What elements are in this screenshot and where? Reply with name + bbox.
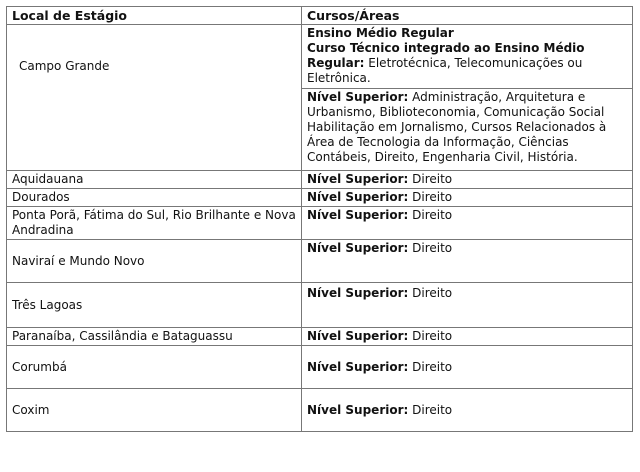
level-label: Nível Superior: xyxy=(307,329,409,343)
location-cell: Aquidauana xyxy=(7,171,302,189)
course-text: Direito xyxy=(408,172,453,186)
course-text: Direito xyxy=(408,329,453,343)
table-row xyxy=(7,283,633,328)
course-cell xyxy=(302,207,633,240)
regular-text: Eletrotécnica, Telecomunicações ou Eletrônica. xyxy=(307,56,583,85)
location-cell: Naviraí e Mundo Novo xyxy=(7,240,302,283)
table-row xyxy=(7,328,633,346)
course-text: Direito xyxy=(408,359,453,374)
header-courses: Cursos/Áreas xyxy=(302,7,633,25)
course-cell xyxy=(302,189,633,207)
superior-text: Administração, Arquitetura e Urbanismo, Biblioteconomia, Comunicação Social Habilitação em Jornalismo, Cursos Relacionados à Área de Tecnologia da Informação, Ciências Contábeis, Direito, Engenharia Civil, História. xyxy=(307,90,607,164)
table-row xyxy=(7,171,633,189)
course-cell xyxy=(302,328,633,346)
course-line-tecnico: Curso Técnico integrado ao Ensino Médio xyxy=(307,41,585,55)
location-cell: Corumbá xyxy=(7,346,302,389)
course-cell xyxy=(302,283,633,328)
level-label: Nível Superior: xyxy=(307,241,409,255)
location-cell: Coxim xyxy=(7,389,302,432)
level-label: Nível Superior: xyxy=(307,172,409,186)
location-cell: Paranaíba, Cassilândia e Bataguassu xyxy=(7,328,302,346)
table-row xyxy=(7,189,633,207)
course-cell xyxy=(302,240,633,283)
course-line-regular xyxy=(307,56,628,86)
course-text: Direito xyxy=(408,190,453,204)
level-label: Nível Superior: xyxy=(307,286,409,300)
course-superior-block xyxy=(302,88,632,169)
course-text: Direito xyxy=(408,286,453,300)
table-row xyxy=(7,240,633,283)
header-location: Local de Estágio xyxy=(7,7,302,25)
location-campo-grande: Campo Grande xyxy=(7,25,302,171)
superior-label: Nível Superior: xyxy=(307,90,409,104)
internship-table-container xyxy=(6,6,632,432)
internship-table xyxy=(6,6,633,432)
course-cell xyxy=(302,346,633,389)
location-cell: Ponta Porã, Fátima do Sul, Rio Brilhante e Nova Andradina xyxy=(7,207,302,240)
table-row xyxy=(7,346,633,389)
course-text: Direito xyxy=(408,402,453,417)
level-label: Nível Superior: xyxy=(307,402,409,417)
course-cell xyxy=(302,389,633,432)
table-row xyxy=(7,207,633,240)
header-row xyxy=(7,7,633,25)
level-label: Nível Superior: xyxy=(307,190,409,204)
table-row xyxy=(7,389,633,432)
course-cell xyxy=(302,171,633,189)
location-cell: Três Lagoas xyxy=(7,283,302,328)
regular-label: Regular: xyxy=(307,56,365,70)
course-text: Direito xyxy=(408,208,453,222)
level-label: Nível Superior: xyxy=(307,359,409,374)
level-label: Nível Superior: xyxy=(307,208,409,222)
table-row-campo-grande xyxy=(7,25,633,171)
location-cell: Dourados xyxy=(7,189,302,207)
course-line-ensino-medio: Ensino Médio Regular xyxy=(307,26,454,40)
course-text: Direito xyxy=(408,241,453,255)
courses-campo-grande xyxy=(302,25,633,171)
